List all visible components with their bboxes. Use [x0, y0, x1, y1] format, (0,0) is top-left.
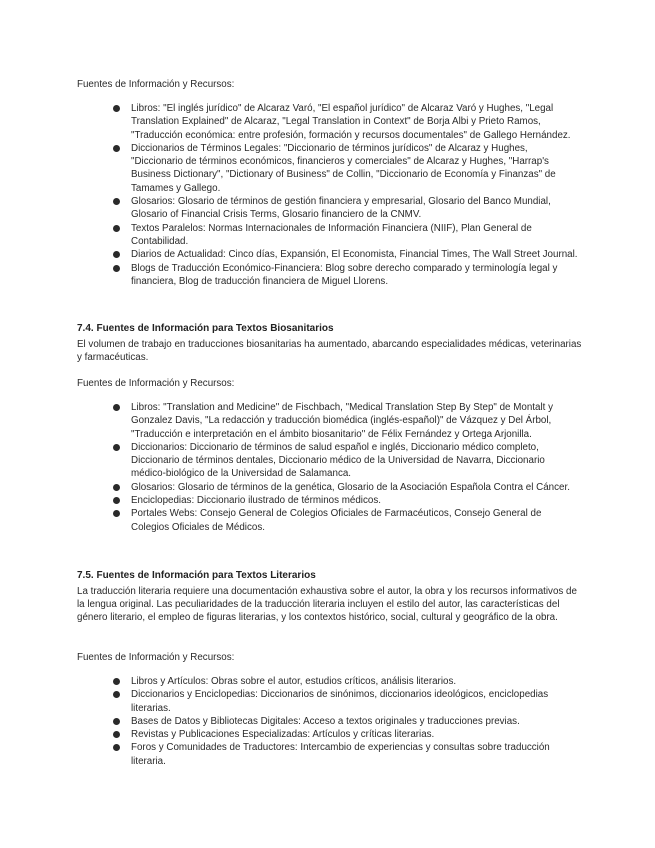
bullet-icon [113, 198, 120, 205]
list-item: Diarios de Actualidad: Cinco días, Expansión, El Economista, Financial Times, The Wall Street Journal. [110, 248, 580, 261]
fin-sources-list [110, 102, 580, 288]
fin-sources-label: Fuentes de Información y Recursos: [77, 79, 235, 90]
bullet-icon [113, 510, 120, 517]
list-item: Libros y Artículos: Obras sobre el autor, estudios críticos, análisis literarios. [110, 675, 580, 688]
list-item: Portales Webs: Consejo General de Colegios Oficiales de Farmacéuticos, Consejo General de Colegios Oficiales de Médicos. [110, 507, 580, 534]
bullet-icon [113, 744, 120, 751]
list-item: Libros: "El inglés jurídico" de Alcaraz Varó, "El español jurídico" de Alcaraz Varó y Hughes, "Legal Translation Explained" de Alcaraz, "Legal Translation in Context" de Borja Albi y Prieto Ramos, "Traducción económica: entre profesión, formación y recursos documentales" de Gallego Hernández. [110, 102, 580, 142]
list-item: Enciclopedias: Diccionario ilustrado de términos médicos. [110, 494, 580, 507]
lit-intro-paragraph: La traducción literaria requiere una documentación exhaustiva sobre el autor, la obra y los recursos informativos de la lengua original. Las peculiaridades de la traducción literaria incluyen el estilo del autor, las características del género literario, el empleo de figuras literarias, y los contextos histórico, social, cultural y geográfico de la obra. [77, 586, 577, 624]
list-item: Glosarios: Glosario de términos de gestión financiera y empresarial, Glosario del Banco Mundial, Glosario of Financial Crisis Terms, Glosario financiero de la CNMV. [110, 195, 580, 222]
bullet-icon [113, 691, 120, 698]
bio-intro-paragraph: El volumen de trabajo en traducciones biosanitarias ha aumentado, abarcando especialidades médicas, veterinarias y farmacéuticas. [77, 339, 582, 364]
bullet-icon [113, 265, 120, 272]
bullet-icon [113, 145, 120, 152]
bio-section-heading: 7.4. Fuentes de Información para Textos Biosanitarios [77, 323, 334, 334]
lit-section-heading: 7.5. Fuentes de Información para Textos Literarios [77, 570, 316, 581]
list-item: Bases de Datos y Bibliotecas Digitales: Acceso a textos originales y traducciones previas. [110, 715, 580, 728]
bullet-icon [113, 225, 120, 232]
bullet-icon [113, 678, 120, 685]
list-item: Libros: "Translation and Medicine" de Fischbach, "Medical Translation Step By Step" de Montalt y Gonzalez Davis, "La redacción y traducción biomédica (inglés-español)" de Vázquez y Del Árbol, "Traducción e interpretación en el ámbito biosanitario" de Félix Fernández y Ortega Arjonilla. [110, 401, 580, 441]
bullet-icon [113, 444, 120, 451]
bullet-icon [113, 404, 120, 411]
bio-sources-label: Fuentes de Información y Recursos: [77, 378, 235, 389]
bullet-icon [113, 731, 120, 738]
list-item: Glosarios: Glosario de términos de la genética, Glosario de la Asociación Española Contra el Cáncer. [110, 481, 580, 494]
bullet-icon [113, 718, 120, 725]
list-item: Revistas y Publicaciones Especializadas: Artículos y críticas literarias. [110, 728, 580, 741]
bullet-icon [113, 497, 120, 504]
list-item: Diccionarios de Términos Legales: "Diccionario de términos jurídicos" de Alcaraz y Hughes, "Diccionario de términos económicos, financieros y comerciales" de Alcaraz y Hughes, "Harrap's Business Dictionary", "Dictionary of Business" de Collin, "Diccionario de Economía y Finanzas" de Tamames y Gallego. [110, 142, 580, 195]
list-item: Textos Paralelos: Normas Internacionales de Información Financiera (NIIF), Plan General de Contabilidad. [110, 222, 580, 249]
bullet-icon [113, 251, 120, 258]
bio-sources-list [110, 401, 580, 534]
lit-sources-list [110, 675, 580, 768]
lit-sources-label: Fuentes de Información y Recursos: [77, 652, 235, 663]
list-item: Diccionarios y Enciclopedias: Diccionarios de sinónimos, diccionarios ideológicos, enciclopedias literarias. [110, 688, 580, 715]
list-item: Blogs de Traducción Económico-Financiera: Blog sobre derecho comparado y terminología legal y financiera, Blog de traducción financiera de Miguel Llorens. [110, 262, 580, 289]
list-item: Foros y Comunidades de Traductores: Intercambio de experiencias y consultas sobre traducción literaria. [110, 741, 580, 768]
list-item: Diccionarios: Diccionario de términos de salud español e inglés, Diccionario médico completo, Diccionario de términos dentales, Diccionario médico de la Universidad de Navarra, Diccionario médico-biológico de la Universidad de Salamanca. [110, 441, 580, 481]
bullet-icon [113, 105, 120, 112]
bullet-icon [113, 484, 120, 491]
